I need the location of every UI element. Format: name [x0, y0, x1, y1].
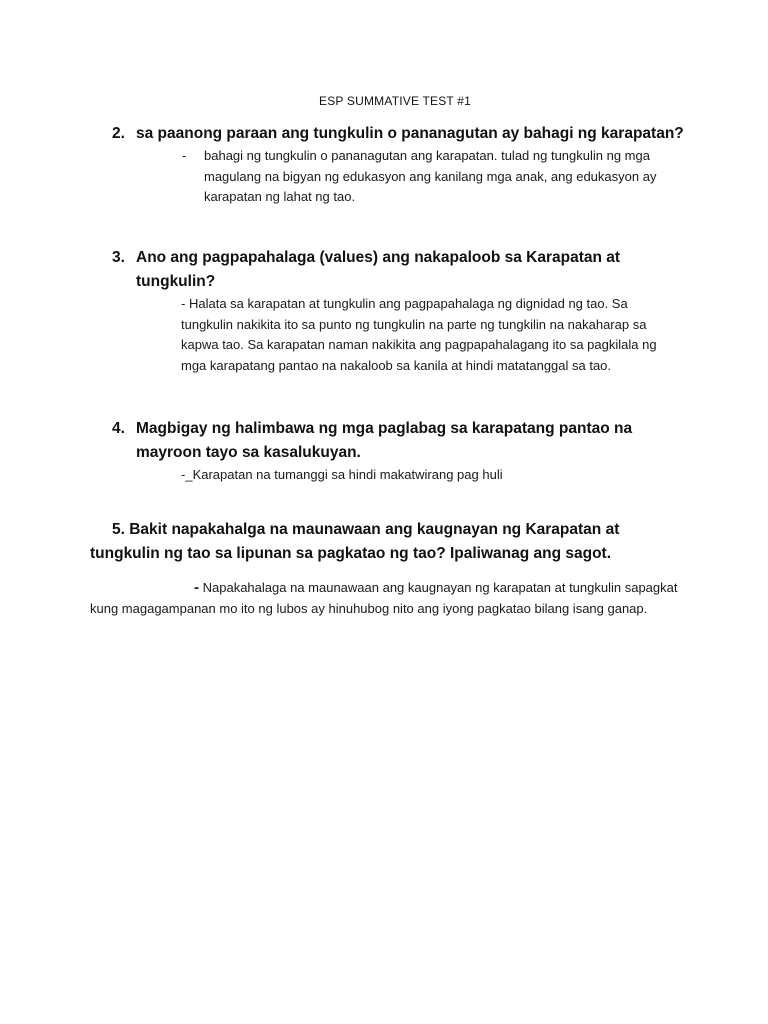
- answer-5: [90, 577, 680, 619]
- answer-2: [182, 146, 682, 208]
- answer-marker: -: [181, 296, 186, 311]
- question-text: Magbigay ng halimbawa ng mga paglabag sa karapatang pantao na mayroon tayo sa kasalukuyan.: [136, 420, 633, 461]
- question-2: [112, 122, 692, 146]
- question-text: Ano ang pagpapahalaga (values) ang nakapaloob sa Karapatan at tungkulin?: [136, 249, 621, 290]
- answer-4: [181, 465, 681, 486]
- answer-3: [181, 294, 681, 376]
- answer-text: Karapatan na tumanggi sa hindi makatwirang pag huli: [192, 467, 503, 482]
- document-title: ESP SUMMATIVE TEST #1: [318, 94, 472, 108]
- answer-text: bahagi ng tungkulin o pananagutan ang karapatan. tulad ng tungkulin ng mga magulang na bigyan ng edukasyon ang kanilang mga anak, ang edukasyon ay karapatan ng lahat ng tao.: [204, 148, 657, 204]
- answer-marker: -: [194, 579, 199, 596]
- answer-marker: -: [182, 148, 187, 163]
- question-5: 5. Bakit napakahalga na maunawaan ang kaugnayan ng Karapatan at tungkulin ng tao sa lipunan sa pagkatao ng tao? Ipaliwanag ang sagot.: [90, 521, 620, 562]
- question-4: [112, 417, 652, 465]
- answer-text: Halata sa karapatan at tungkulin ang pagpapahalaga ng dignidad ng tao. Sa tungkulin nakikita ito sa punto ng tungkulin na parte ng tungkilin na nakaharap sa kapwa tao. Sa karapatan naman nakikita ang pagpapahalagang ito sa pagkilala ng mga karapatang pantao na nakaloob sa kanila at hindi matatanggal sa tao.: [181, 296, 657, 373]
- question-number: 2.: [112, 125, 125, 142]
- answer-text: Napakahalaga na maunawaan ang kaugnayan ng karapatan at tungkulin sapagkat kung magagampanan mo ito ng lubos ay hinuhubog nito ang iyong pagkatao bilang isang ganap.: [90, 580, 678, 616]
- answer-marker: -_: [181, 467, 193, 482]
- question-3: [112, 246, 632, 294]
- question-number: 3.: [112, 249, 125, 266]
- question-number: 4.: [112, 420, 125, 437]
- question-text: sa paanong paraan ang tungkulin o pananagutan ay bahagi ng karapatan?: [136, 125, 684, 142]
